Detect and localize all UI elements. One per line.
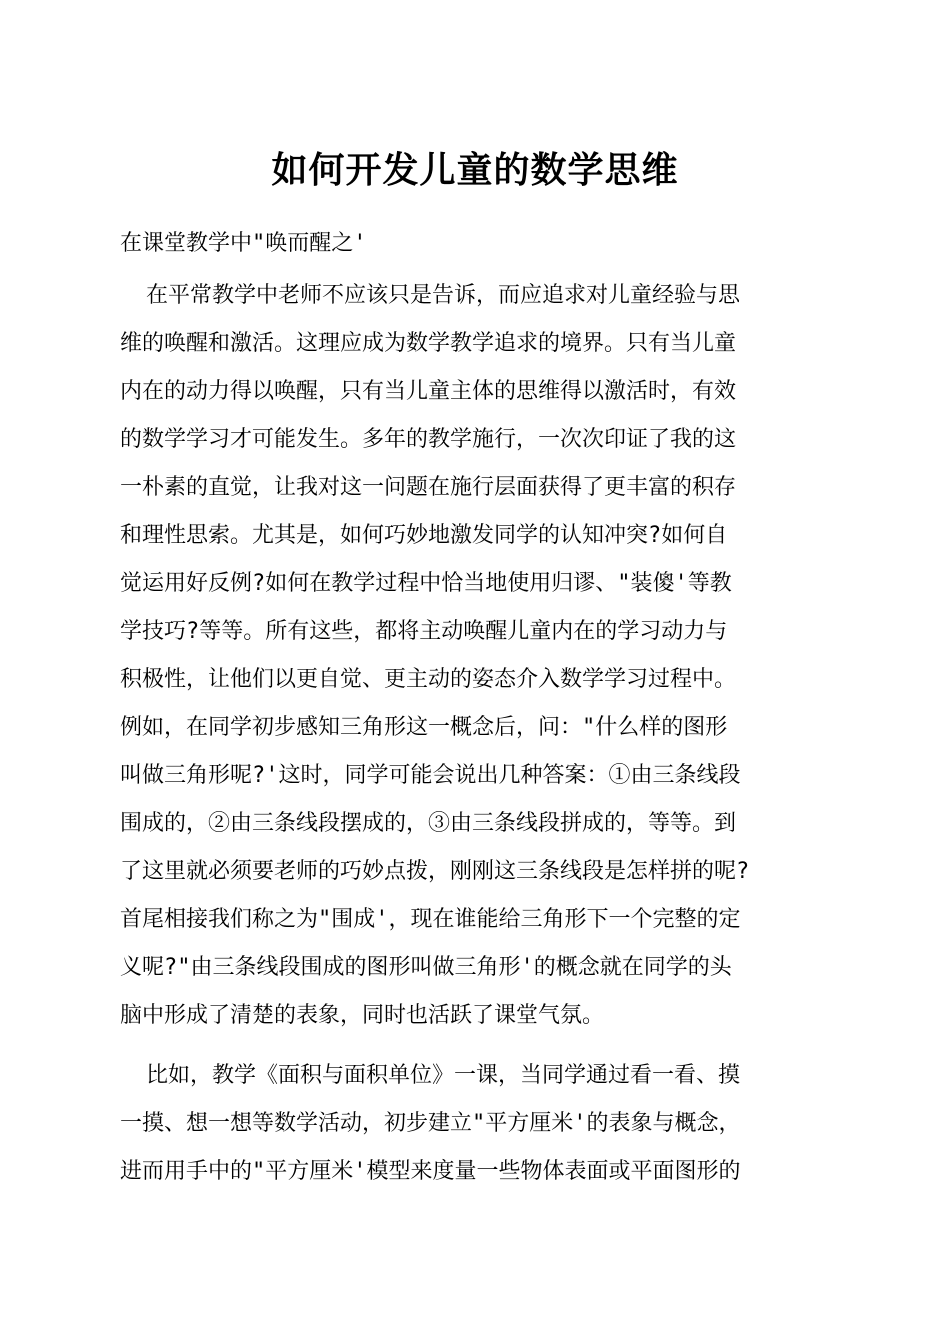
text-line: 内在的动力得以唤醒，只有当儿童主体的思维得以激活时，有效 [120,379,737,404]
text-line: 了这里就必须要老师的巧妙点拨，刚刚这三条线段是怎样拼的呢? [120,859,750,884]
text-line: 觉运用好反例?如何在教学过程中恰当地使用归谬、"装傻'等教 [120,571,732,596]
text-line: 和理性思索。尤其是，如何巧妙地激发同学的认知冲突?如何自 [120,523,728,548]
paragraph-1 [120,272,840,1040]
text-line: 脑中形成了清楚的表象，同时也活跃了课堂气氛。 [120,1003,605,1028]
text-line: 维的唤醒和激活。这理应成为数学教学追求的境界。只有当儿童 [120,331,737,356]
text-line: 在平常教学中老师不应该只是告诉，而应追求对儿童经验与思 [146,283,741,308]
text-line: 一摸、想一想等数学活动，初步建立"平方厘米'的表象与概念， [120,1111,741,1136]
text-line: 学技巧?等等。所有这些，都将主动唤醒儿童内在的学习动力与 [120,619,728,644]
text-line: 进而用手中的"平方厘米'模型来度量一些物体表面或平面图形的 [120,1159,741,1184]
text-line: 围成的，②由三条线段摆成的，③由三条线段拼成的，等等。到 [120,811,737,836]
text-line: 比如，教学《面积与面积单位》一课，当同学通过看一看、摸 [146,1063,741,1088]
text-line: 积极性，让他们以更自觉、更主动的姿态介入数学学习过程中。 [120,667,737,692]
text-line: 叫做三角形呢?'这时，同学可能会说出几种答案：①由三条线段 [120,763,741,788]
document-body [120,272,840,1196]
section-heading: 在课堂教学中"唤而醒之' [120,231,367,256]
text-line: 义呢?"由三条线段围成的图形叫做三角形'的概念就在同学的头 [120,955,732,980]
text-line: 的数学学习才可能发生。多年的教学施行，一次次印证了我的这 [120,427,737,452]
page-title: 如何开发儿童的数学思维 [271,149,679,191]
paragraph-2 [120,1052,840,1196]
text-line: 例如，在同学初步感知三角形这一概念后，问："什么样的图形 [120,715,728,740]
text-line: 首尾相接我们称之为"围成'，现在谁能给三角形下一个完整的定 [120,907,741,932]
text-line: 一朴素的直觉，让我对这一问题在施行层面获得了更丰富的积存 [120,475,737,500]
